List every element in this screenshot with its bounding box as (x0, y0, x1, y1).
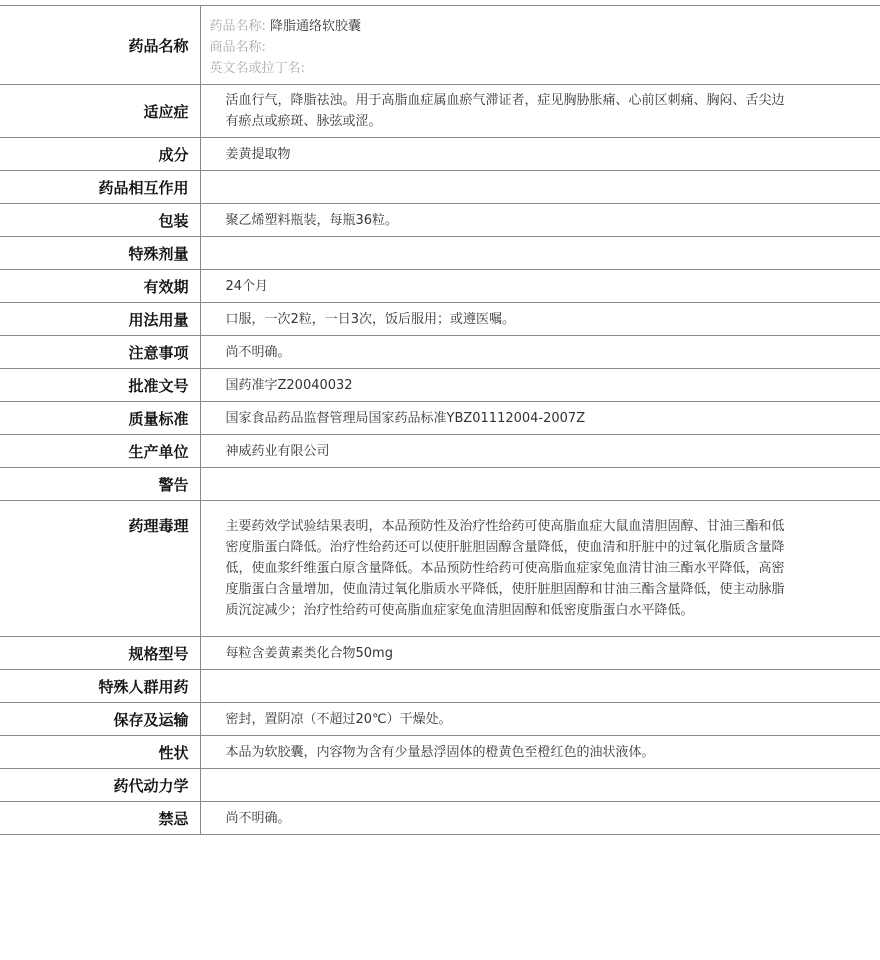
table-row (0, 769, 880, 802)
spec-table-body (0, 6, 880, 835)
row-value: 活血行气，降脂祛浊。用于高脂血症属血瘀气滞证者，症见胸胁胀痛、心前区刺痛、胸闷、舌尖边有瘀点或瘀斑、脉弦或涩。 (200, 85, 880, 138)
row-value (200, 769, 880, 802)
row-label: 包装 (0, 204, 200, 237)
row-value: 神威药业有限公司 (200, 435, 880, 468)
table-row (0, 670, 880, 703)
row-value: 24个月 (200, 270, 880, 303)
table-row-drug-name (0, 6, 880, 85)
table-row (0, 336, 880, 369)
table-row (0, 369, 880, 402)
row-label: 药品名称 (0, 6, 200, 85)
row-value: 每粒含姜黄素类化合物50mg (200, 637, 880, 670)
row-label: 成分 (0, 138, 200, 171)
table-row (0, 237, 880, 270)
table-row (0, 138, 880, 171)
row-label: 性状 (0, 736, 200, 769)
table-row (0, 736, 880, 769)
row-value: 尚不明确。 (200, 336, 880, 369)
generic-name-caption: 药品名称: (209, 18, 266, 34)
row-label: 生产单位 (0, 435, 200, 468)
table-row (0, 402, 880, 435)
row-value: 国药准字Z20040032 (200, 369, 880, 402)
row-label: 质量标准 (0, 402, 200, 435)
row-label: 用法用量 (0, 303, 200, 336)
drug-spec-table (0, 5, 880, 835)
row-value (200, 237, 880, 270)
drug-name-cell (200, 6, 880, 85)
row-value: 国家食品药品监督管理局国家药品标准YBZ01112004-2007Z (200, 402, 880, 435)
row-value (200, 670, 880, 703)
row-value: 聚乙烯塑料瓶装，每瓶36粒。 (200, 204, 880, 237)
table-row (0, 435, 880, 468)
row-label: 适应症 (0, 85, 200, 138)
row-value: 口服，一次2粒，一日3次，饭后服用；或遵医嘱。 (200, 303, 880, 336)
row-value (200, 171, 880, 204)
table-row (0, 703, 880, 736)
row-value: 密封，置阴凉（不超过20℃）干燥处。 (200, 703, 880, 736)
table-row (0, 85, 880, 138)
table-row (0, 468, 880, 501)
row-value: 本品为软胶囊，内容物为含有少量悬浮固体的橙黄色至橙红色的油状液体。 (200, 736, 880, 769)
table-row (0, 637, 880, 670)
row-label: 批准文号 (0, 369, 200, 402)
english-name-caption: 英文名或拉丁名: (209, 60, 305, 76)
generic-name-value: 降脂通络软胶囊 (270, 18, 362, 34)
row-label: 药理毒理 (0, 501, 200, 637)
table-row (0, 270, 880, 303)
row-value (200, 468, 880, 501)
generic-name-line (210, 16, 880, 37)
row-label: 特殊人群用药 (0, 670, 200, 703)
row-label: 规格型号 (0, 637, 200, 670)
row-label: 注意事项 (0, 336, 200, 369)
row-label: 保存及运输 (0, 703, 200, 736)
row-label: 药品相互作用 (0, 171, 200, 204)
table-row (0, 204, 880, 237)
row-label: 有效期 (0, 270, 200, 303)
row-value: 尚不明确。 (200, 802, 880, 835)
table-row (0, 303, 880, 336)
row-label: 药代动力学 (0, 769, 200, 802)
row-value: 主要药效学试验结果表明，本品预防性及治疗性给药可使高脂血症大鼠血清胆固醇、甘油三酯和低密度脂蛋白降低。治疗性给药还可以使肝脏胆固醇含量降低，使血清和肝脏中的过氧化脂质含量降低，使血浆纤维蛋白原含量降低。本品预防性给药可使高脂血症家兔血清甘油三酯水平降低，高密度脂蛋白含量增加，使血清过氧化脂质水平降低，使肝脏胆固醇和甘油三酯含量降低，使主动脉脂质沉淀减少；治疗性给药可使高脂血症家兔血清胆固醇和低密度脂蛋白水平降低。 (200, 501, 880, 637)
row-label: 警告 (0, 468, 200, 501)
table-row (0, 171, 880, 204)
table-row (0, 802, 880, 835)
table-row (0, 501, 880, 637)
row-label: 特殊剂量 (0, 237, 200, 270)
trade-name-caption: 商品名称: (209, 39, 266, 55)
row-label: 禁忌 (0, 802, 200, 835)
row-value: 姜黄提取物 (200, 138, 880, 171)
